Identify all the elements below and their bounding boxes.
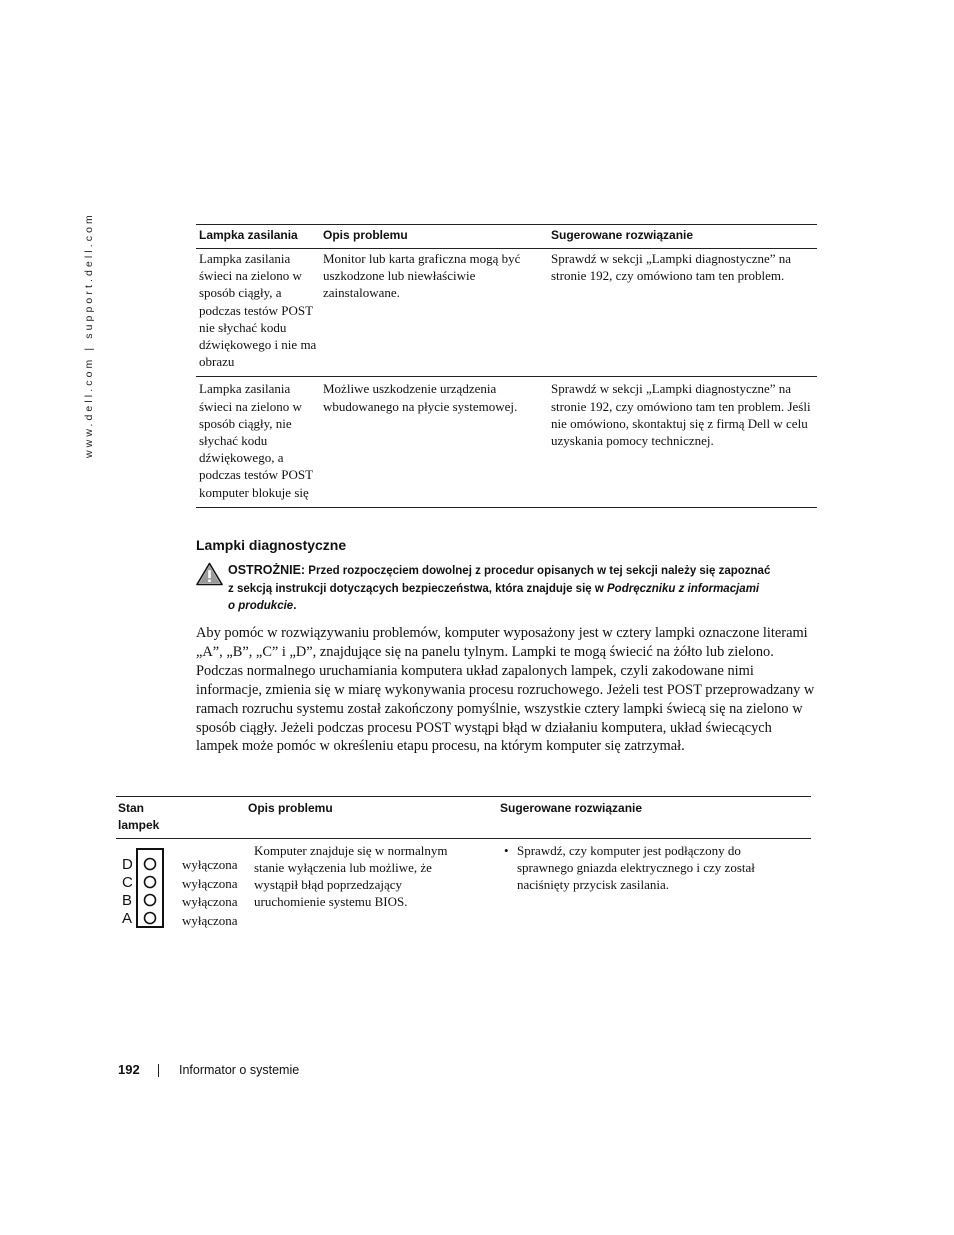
lamp-letter-b: B <box>122 892 133 909</box>
header-lamp-state-line2: lampek <box>118 818 160 832</box>
header-solution: Sugerowane rozwiązanie <box>548 225 817 249</box>
cell-problem: Komputer znajduje się w normalnym stanie wyłączenia lub możliwe, że wystąpił błąd poprzedzający uruchomienie systemu BIOS. <box>254 843 448 909</box>
caution-notice <box>196 562 806 616</box>
solution-text: Sprawdź, czy komputer jest podłączony do sprawnego gniazda elektrycznego i czy został naciśnięty przycisk zasilania. <box>517 843 755 892</box>
cell-solution: Sprawdź w sekcji „Lampki diagnostyczne” na stronie 192, czy omówiono tam ten problem. Jeśli nie omówiono, skontaktuj się z firmą Dell w celu uzyskania pomocy technicznej. <box>548 377 817 507</box>
section-heading: Lampki diagnostyczne <box>196 537 347 553</box>
sidebar-url: www.dell.com | support.dell.com <box>83 212 95 458</box>
header-problem: Opis problemu <box>320 225 548 249</box>
cell-lamp: Lampka zasilania świeci na zielono w sposób ciągły, a podczas testów POST nie słychać kodu dźwiękowego i nie ma obrazu <box>196 249 320 377</box>
lamp-a-icon <box>145 913 156 924</box>
lamp-state-cell <box>116 839 246 941</box>
lamp-panel <box>120 846 250 931</box>
cell-problem: Możliwe uszkodzenie urządzenia wbudowanego na płycie systemowej. <box>320 377 548 507</box>
cell-lamp: Lampka zasilania świeci na zielono w sposób ciągły, nie słychać kodu dźwiękowego, a podczas testów POST komputer blokuje się <box>196 377 320 507</box>
lamp-d-state: wyłączona <box>182 857 238 872</box>
list-item <box>500 842 761 893</box>
header-solution: Sugerowane rozwiązanie <box>498 797 811 839</box>
caution-line1: Przed rozpoczęciem dowolnej z procedur opisanych w tej sekcji należy się zapoznać <box>308 565 771 577</box>
lamp-b-state: wyłączona <box>182 894 238 909</box>
header-lamp-state-line1: Stan <box>118 801 145 815</box>
cell-solution: Sprawdź w sekcji „Lampki diagnostyczne” na stronie 192, czy omówiono tam ten problem. <box>548 249 817 377</box>
lamp-letter-c: C <box>122 874 133 891</box>
lamp-c-state: wyłączona <box>182 875 238 891</box>
page-number: 192 <box>118 1062 140 1077</box>
caution-manual-ref-cont: o produkcie <box>228 600 294 612</box>
header-problem: Opis problemu <box>246 797 498 839</box>
lamp-d-icon <box>145 859 156 870</box>
table-row <box>196 249 817 377</box>
caution-line2: z sekcją instrukcji dotyczących bezpieczeństwa, która znajduje się w <box>228 582 608 595</box>
table-row <box>196 377 817 507</box>
caution-label: OSTROŻNIE: <box>228 563 306 577</box>
lamp-c-icon <box>145 877 156 888</box>
header-lamp-state <box>116 797 246 839</box>
caution-period: . <box>293 600 297 612</box>
lamp-letter-d: D <box>122 856 133 873</box>
lamp-b-icon <box>145 895 156 906</box>
table-header-row <box>196 225 817 249</box>
footer-title: Informator o systemie <box>179 1063 300 1077</box>
lamp-letter-a: A <box>122 910 133 927</box>
lamp-panel-diagram <box>120 846 168 931</box>
caution-manual-ref: Podręczniku z informacjami <box>607 582 760 595</box>
cell-problem: Monitor lub karta graficzna mogą być uszkodzone lub niewłaściwie zainstalowane. <box>320 249 548 377</box>
table-row <box>116 839 811 941</box>
troubleshooting-table <box>196 224 817 508</box>
bullet-icon: • <box>504 843 509 858</box>
cell-solution <box>498 839 811 941</box>
table-header-row <box>116 797 811 839</box>
diagnostic-lights-table <box>116 796 811 940</box>
lamp-a-state: wyłączona <box>182 912 238 928</box>
intro-paragraph: Aby pomóc w rozwiązywaniu problemów, komputer wyposażony jest w cztery lampki oznaczone literami „A”, „B”, „C” i „D”, znajdujące się na panelu tylnym. Lampki te mogą świecić na żółto lub zielono. Podczas normalnego uruchamiania komputera układ zapalonych lampek, czyli zakodowane nimi informacje, zmienia się w miarę wykonywania procesu rozruchowego. Jeżeli test POST przeprowadzany w ramach rozruchu systemu został zakończony pomyślnie, wszystkie cztery lampki świecą się na zielono w sposób ciągły. Jeżeli podczas procesu POST wystąpi błąd w działaniu komputera, układ świecących lampek może pomóc w określeniu etapu procesu, na którym komputer się zatrzymał. <box>196 625 815 755</box>
warning-icon <box>196 562 223 586</box>
header-power-lamp: Lampka zasilania <box>196 225 320 249</box>
footer-divider <box>158 1064 159 1077</box>
